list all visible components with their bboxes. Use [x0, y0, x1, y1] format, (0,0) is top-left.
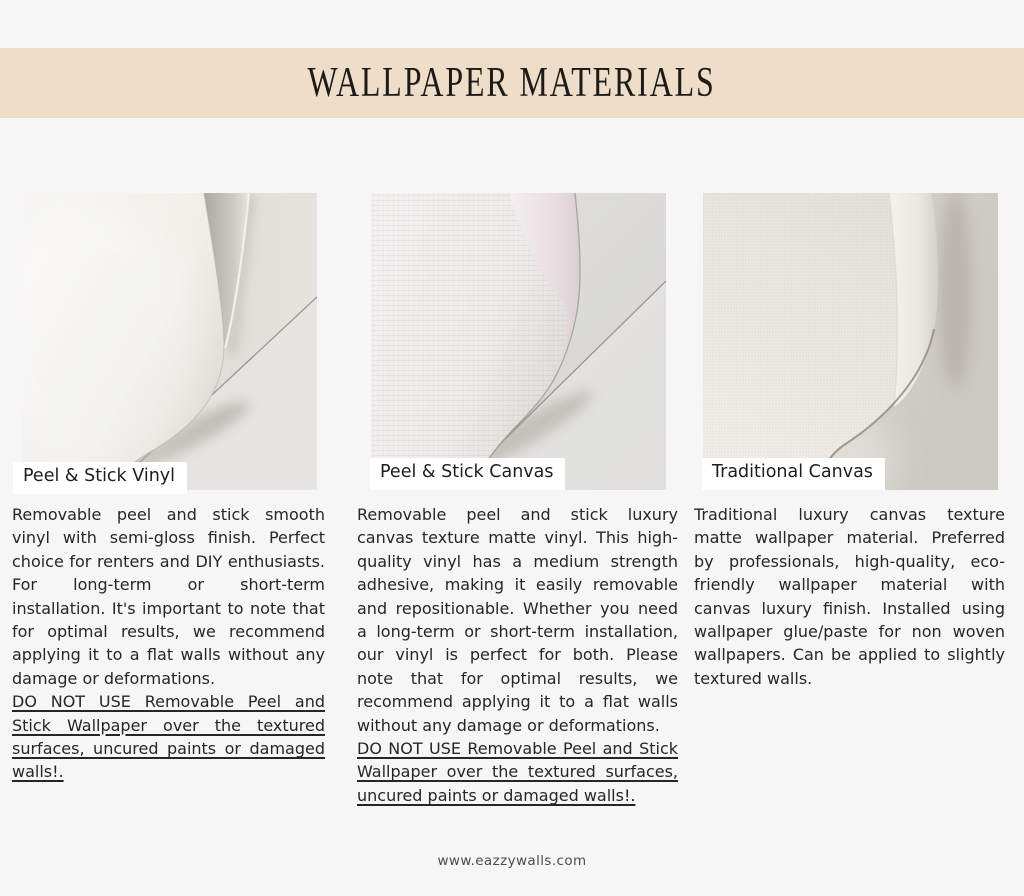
- smooth-vinyl-sample-image: [22, 193, 317, 490]
- sample-photo-frame: [371, 193, 666, 490]
- material-description: Removable peel and stick smooth vinyl with semi-gloss finish. Perfect choice for renters and DIY enthusiasts. For long-term or short-term installation. It's important to note that for optimal results, we recommend applying it to a flat walls without any damage or deformations.: [12, 505, 325, 688]
- footer-url: www.eazzywalls.com: [437, 853, 587, 869]
- warning-text: DO NOT USE Removable Peel and Stick Wallpaper over the textured surfaces, uncured paints or damaged walls!.: [357, 739, 678, 805]
- sample-photo-frame: [703, 193, 998, 490]
- material-label: Peel & Stick Vinyl: [13, 462, 187, 494]
- material-column-vinyl: [12, 193, 325, 784]
- material-label: Peel & Stick Canvas: [370, 458, 565, 490]
- material-description: Traditional luxury canvas texture matte wallpaper material. Preferred by professionals, high-quality, eco-friendly wallpaper material with canvas luxury finish. Installed using wallpaper glue/paste for non woven wallpapers. Can be applied to slightly textured walls.: [694, 505, 1005, 688]
- header-band: [0, 48, 1024, 118]
- material-column-canvas-vinyl: [357, 193, 678, 807]
- traditional-canvas-sample-image: [703, 193, 998, 490]
- material-label: Traditional Canvas: [702, 458, 885, 490]
- warning-text: DO NOT USE Removable Peel and Stick Wallpaper over the textured surfaces, uncured paints or damaged walls!.: [12, 692, 325, 782]
- sample-photo-frame: [22, 193, 317, 490]
- canvas-vinyl-sample-image: [371, 193, 666, 490]
- material-description: Removable peel and stick luxury canvas texture matte vinyl. This high-quality vinyl has a medium strength adhesive, making it easily removable and repositionable. Whether you need a long-term or short-term installation, our vinyl is perfect for both. Please note that for optimal results, we recommend applying it to a flat walls without any damage or deformations.: [357, 505, 678, 735]
- page-title: WALLPAPER MATERIALS: [307, 60, 717, 106]
- material-column-traditional-canvas: [694, 193, 1005, 690]
